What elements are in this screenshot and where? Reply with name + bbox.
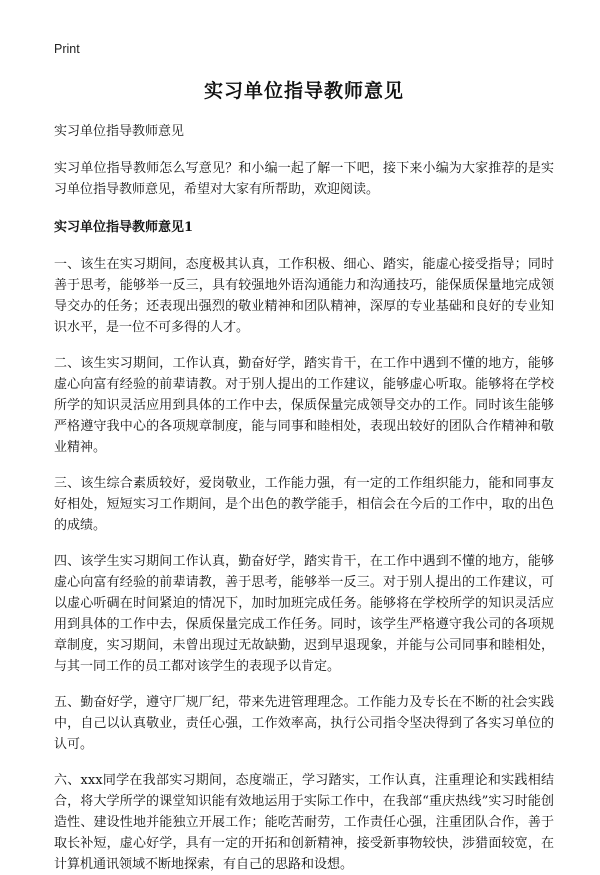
intro-paragraph: 实习单位指导教师怎么写意见？和小编一起了解一下吧，接下来小编为大家推荐的是实习单位指导教师意见，希望对大家有所帮助，欢迎阅读。 bbox=[54, 161, 554, 197]
document-subtitle: 实习单位指导教师意见 bbox=[54, 124, 185, 139]
body-paragraph-5: 五、勤奋好学，遵守厂规厂纪，带来先进管理理念。工作能力及专长在不断的社会实践中，自己以认真敬业，责任心强，工作效率高，执行公司指令坚决得到了各实习单位的认可。 bbox=[54, 695, 554, 752]
body-paragraph-2: 二、该生实习期间，工作认真，勤奋好学，踏实肯干，在工作中遇到不懂的地方，能够虚心向富有经验的前辈请教。对于别人提出的工作建议，能够虚心听取。能够将在学校所学的知识灵活应用到具体的工作中去，保质保量完成领导交办的工作。同时该生能够严格遵守我中心的各项规章制度，能与同事和睦相处，表现出较好的团队合作精神和敬业精神。 bbox=[54, 356, 554, 455]
body-paragraph-6: 六、xxx同学在我部实习期间，态度端正，学习踏实，工作认真，注重理论和实践相结合，将大学所学的课堂知识能有效地运用于实际工作中，在我部“重庆热线”实习时能创造性、建设性地并能独立开展工作；能吃苦耐劳，工作责任心强，注重团队合作，善于取长补短，虚心好学，具有一定的开拓和创新精神，接受新事物较快，涉猎面较宽，在计算机通讯领域不断地探索，有自己的思路和设想。 bbox=[54, 773, 554, 872]
page-title: 实习单位指导教师意见 bbox=[203, 80, 404, 102]
body-paragraph-1: 一、该生在实习期间，态度极其认真，工作积极、细心、踏实，能虚心接受指导；同时善于思考，能够举一反三，具有较强地外语沟通能力和沟通技巧，能保质保量地完成领导交办的任务；还表现出强烈的敬业精神和团队精神，深厚的专业基础和良好的专业知识水平，是一位不可多得的人才。 bbox=[54, 257, 554, 335]
print-link[interactable]: Print bbox=[54, 42, 80, 56]
body-paragraph-3: 三、该生综合素质较好，爱岗敬业，工作能力强，有一定的工作组织能力，能和同事友好相处，短短实习工作期间，是个出色的教学能手，相信会在今后的工作中，取的出色的成绩。 bbox=[54, 476, 554, 533]
section-heading: 实习单位指导教师意见1 bbox=[54, 220, 194, 235]
body-paragraph-4: 四、该学生实习期间工作认真，勤奋好学，踏实肯干，在工作中遇到不懂的地方，能够虚心向富有经验的前辈请教，善于思考，能够举一反三。对于别人提出的工作建议，可以虚心听碉在时间紧迫的情况下，加时加班完成任务。能够将在学校所学的知识灵活应用到具体的工作中去，保质保量完成工作任务。同时，该学生严格遵守我公司的各项规章制度，实习期间，未曾出现过无故缺勤，迟到早退现象，并能与公司同事和睦相处，与其一同工作的员工都对该学生的表现予以肯定。 bbox=[54, 554, 554, 674]
